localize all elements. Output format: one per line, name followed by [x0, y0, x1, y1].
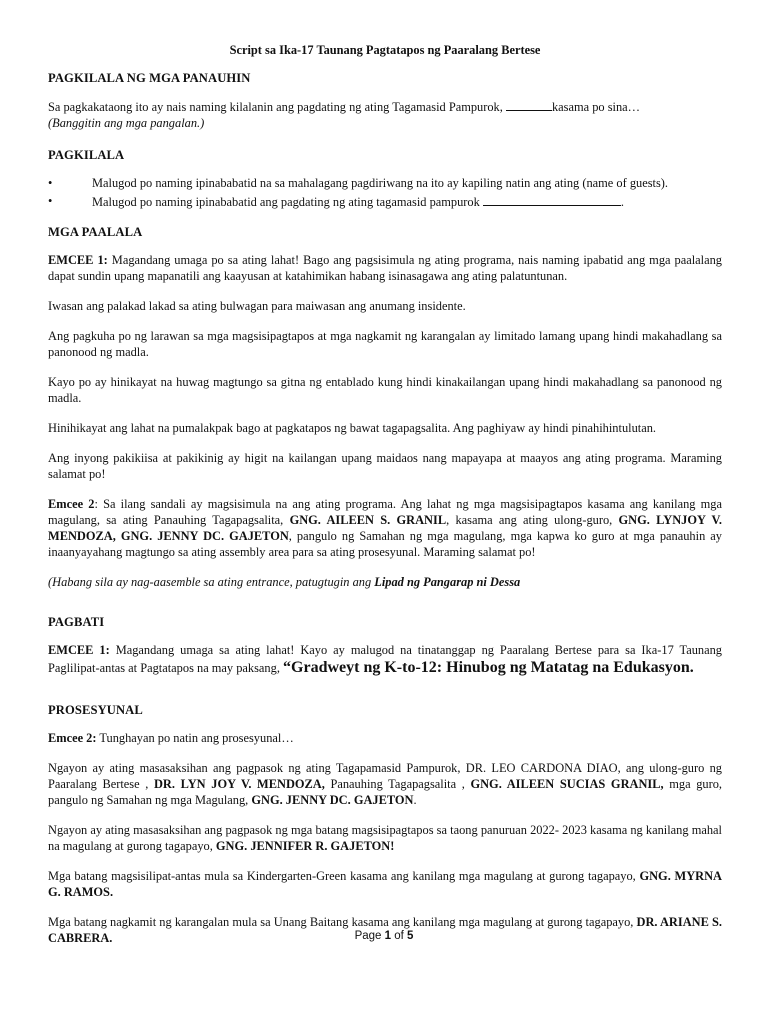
- song-title: Lipad ng Pangarap ni Dessa: [374, 575, 521, 589]
- guest-name: GNG. MYRNA G. RAMOS.: [48, 869, 722, 899]
- document-title: Script sa Ika-17 Taunang Pagtatapos ng Paaralang Bertese: [229, 43, 541, 57]
- list-item: [48, 175, 722, 191]
- page-footer: [0, 930, 768, 942]
- bullet-text: Malugod po naming ipinababatid ang pagdating ng ating tagamasid pampurok: [92, 195, 483, 209]
- prosesyunal-paragraph-2: [48, 822, 722, 854]
- guest-name: GNG. AILEEN SUCIAS GRANIL,: [470, 777, 664, 791]
- speaker-label: EMCEE 1:: [48, 643, 110, 657]
- panauhin-paragraph: [48, 98, 722, 115]
- heading-pagbati: PAGBATI: [48, 615, 105, 629]
- heading-prosesyunal: PROSESYUNAL: [48, 703, 143, 717]
- paalala-emcee1-paragraph: [48, 252, 722, 284]
- graduation-theme: “Gradweyt ng K-to-12: Hinubog ng Matatag na Edukasyon.: [283, 659, 694, 676]
- paragraph-text: Panauhing Tagapagsalita ,: [324, 777, 471, 791]
- stage-direction: [48, 574, 722, 590]
- paragraph-text: Ngayon ay ating masasaksihan ang pagpasok ng ating Tagapamasid Pampurok, DR. LEO CARDONA DIAO, ang ulong-guro ng Paaralang Bertese ,: [48, 761, 722, 791]
- list-item: [48, 193, 722, 210]
- speaker-label: EMCEE 1:: [48, 253, 108, 267]
- guest-name: GNG. JENNIFER R. GAJETON!: [215, 839, 395, 853]
- name-blank: [506, 98, 552, 111]
- paalala-emcee2-paragraph: [48, 496, 722, 560]
- paragraph-text: Mga batang nagkamit ng karangalan mula sa Unang Baitang kasama ang kanilang mga magulang at gurong tagapayo,: [48, 915, 637, 929]
- guest-name: GNG. AILEEN S. GRANIL: [289, 513, 447, 527]
- panauhin-note: (Banggitin ang mga pangalan.): [48, 116, 205, 130]
- name-blank: [483, 193, 621, 206]
- pagkilala-list: [48, 175, 722, 210]
- speaker-label: Emcee 2: [48, 497, 95, 511]
- heading-mga-paalala: MGA PAALALA: [48, 225, 143, 239]
- paalala-paragraph-5: Ang inyong pakikiisa at pakikinig ay higit na kailangan upang maidaos nang mapayapa at maayos ang ating programa. Maraming salamat po!: [48, 451, 722, 481]
- paragraph-text: Ngayon ay ating masasaksihan ang pagpasok ng mga batang magsisipagtapos sa taong panuruan 2022- 2023 kasama ng kanilang mahal na magulang at gurong tagapayo,: [48, 823, 722, 853]
- paragraph-text: mga guro, pangulo ng Samahan ng mga Magulang,: [48, 777, 722, 807]
- bullet-text: Malugod po naming ipinababatid na sa mahalagang pagdiriwang na ito ay kapiling natin ang ating (name of guests).: [92, 176, 669, 190]
- paragraph-text: , pangulo ng Samahan ng mga magulang, mga kapwa ko guro at mga panauhin ay inaanyayahang magtungo sa ating assembly area para sa ating prosesyunal. Maraming salamat po!: [48, 529, 722, 559]
- page-total: 5: [407, 930, 414, 942]
- paragraph-text: : Sa ilang sandali ay magsisimula na ang ating programa. Ang lahat ng mga magsisipagtapos kasama ang kanilang mga magulang, sa ating Panauhing Tagapagsalita,: [48, 497, 722, 527]
- guest-name: GNG. LYNJOY V. MENDOZA, GNG. JENNY DC. GAJETON: [48, 513, 722, 543]
- paalala-paragraph-2: Ang pagkuha po ng larawan sa mga magsisipagtapos at mga nagkamit ng karangalan ay limitado lamang upang hindi makahadlang sa panonood ng madla.: [48, 329, 722, 359]
- prosesyunal-paragraph-3: [48, 868, 722, 900]
- stage-direction-text: (Habang sila ay nag-aasemble sa ating entrance, patugtugin ang: [48, 575, 375, 589]
- prosesyunal-emcee2-paragraph: [48, 730, 722, 746]
- guest-name: DR. LYN JOY V. MENDOZA,: [153, 777, 325, 791]
- of-word: of: [391, 930, 408, 942]
- page-current: 1: [384, 930, 392, 942]
- heading-pagkilala: PAGKILALA: [48, 148, 125, 162]
- prosesyunal-paragraph-1: [48, 760, 722, 808]
- guest-name: GNG. JENNY DC. GAJETON: [251, 793, 414, 807]
- paragraph-text: Mga batang magsisilipat-antas mula sa Kindergarten-Green kasama ang kanilang mga magulang at gurong tagapayo,: [48, 869, 640, 883]
- page-word: Page: [354, 930, 385, 942]
- guest-name: DR. ARIANE S. CABRERA.: [48, 915, 723, 945]
- paragraph-text: Magandang umaga po sa ating lahat! Bago ang pagsisimula ng ating programa, nais naming ipabatid ang mga paalalang dapat sundin upang mapanatili ang kaayusan at katahimikan habang isinasagawa ang ating palatuntunan.: [48, 253, 722, 283]
- paalala-paragraph-3: Kayo po ay hinikayat na huwag magtungo sa gitna ng entablado kung hindi kinakailangan upang hindi makahadlang sa panonood ng madla.: [48, 375, 722, 405]
- panauhin-text: Sa pagkakataong ito ay nais naming kilalanin ang pagdating ng ating Tagamasid Pampurok,: [48, 100, 506, 114]
- pagbati-paragraph: [48, 642, 722, 678]
- panauhin-text-end: kasama po sina…: [551, 100, 641, 114]
- paragraph-text: , kasama ang ating ulong-guro,: [446, 513, 619, 527]
- paalala-paragraph-4: Hinihikayat ang lahat na pumalakpak bago at pagkatapos ng bawat tagapagsalita. Ang paghiyaw ay hindi pinahihintulutan.: [48, 421, 657, 435]
- heading-pagkilala-ng-mga-panauhin: PAGKILALA NG MGA PANAUHIN: [48, 71, 251, 85]
- paalala-paragraph-1: Iwasan ang palakad lakad sa ating bulwagan para maiwasan ang anumang insidente.: [48, 299, 466, 313]
- speaker-label: Emcee 2:: [48, 731, 97, 745]
- paragraph-text: Magandang umaga sa ating lahat! Kayo ay malugod na tinatanggap ng Paaralang Bertese para sa Ika-17 Taunang Paglilipat-antas at Pagtatapos na may paksang,: [48, 643, 722, 675]
- paragraph-text: Tunghayan po natin ang prosesyunal…: [96, 731, 294, 745]
- bullet-end: .: [620, 195, 625, 209]
- paragraph-text: .: [413, 793, 417, 807]
- bullet-icon: •: [48, 194, 53, 208]
- bullet-icon: •: [48, 176, 53, 190]
- document-body: [48, 42, 722, 960]
